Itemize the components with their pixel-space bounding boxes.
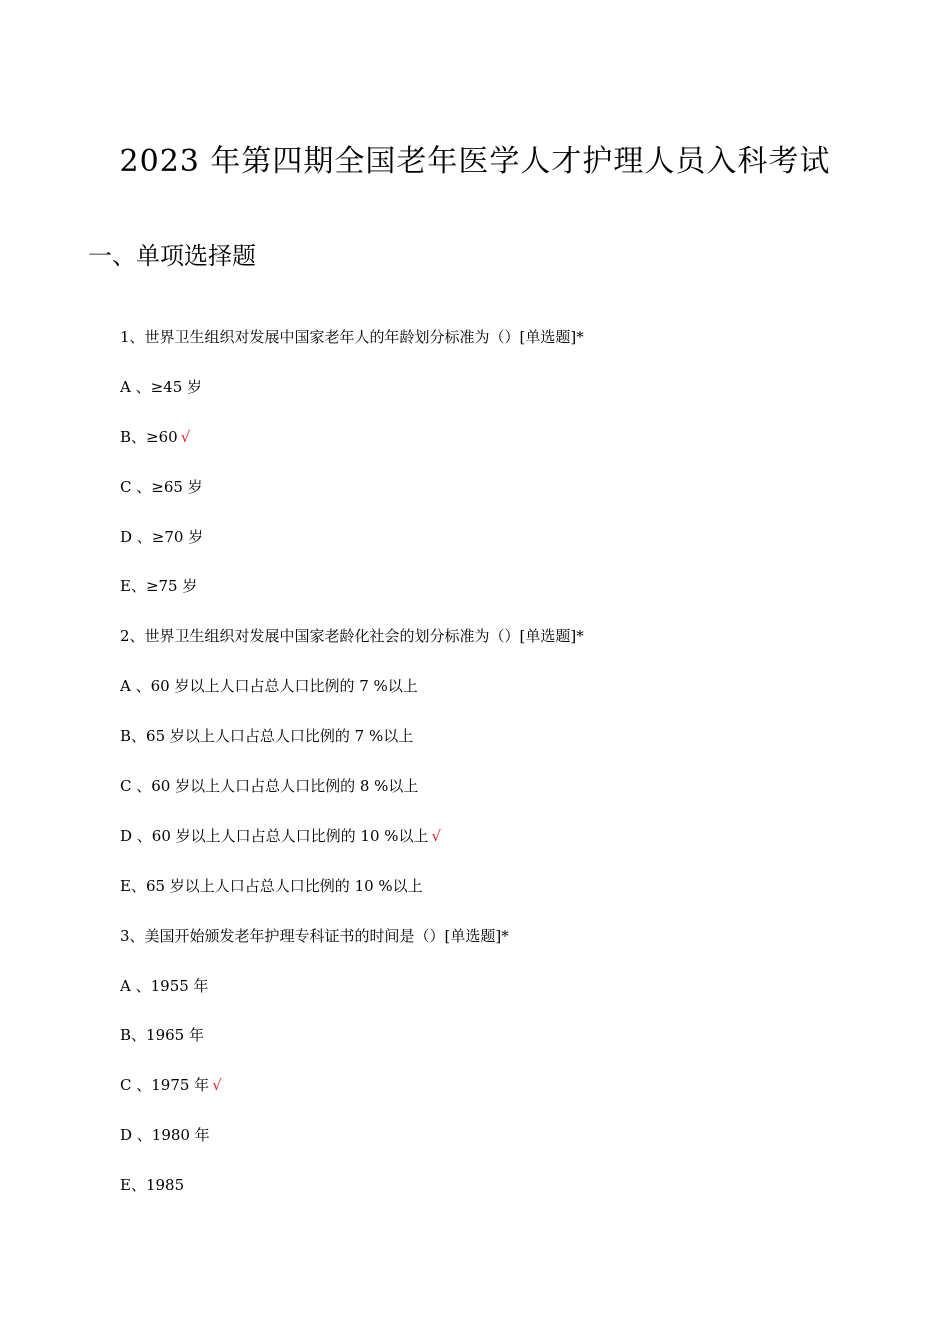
correct-check-icon: √ <box>180 427 191 446</box>
option-label: D 、60 岁以上人口占总人口比例的 10 %以上 <box>120 826 429 845</box>
option-label: E、1985 <box>120 1176 185 1195</box>
option-label: A 、60 岁以上人口占总人口比例的 7 %以上 <box>120 677 418 696</box>
option-label: A 、≥45 岁 <box>120 377 203 396</box>
option-label: E、65 岁以上人口占总人口比例的 10 %以上 <box>120 876 423 895</box>
question-3-option-b[interactable] <box>120 1020 900 1070</box>
correct-check-icon: √ <box>431 826 442 845</box>
question-1-option-b[interactable] <box>120 422 900 472</box>
question-3-option-c[interactable] <box>120 1070 900 1120</box>
question-2-text: 2、世界卫生组织对发展中国家老龄化社会的划分标准为（）[单选题]* <box>120 627 584 646</box>
option-label: A 、1955 年 <box>120 976 209 995</box>
option-label: D 、1980 年 <box>120 1126 210 1145</box>
question-1-option-c[interactable] <box>120 472 900 522</box>
option-label: C 、60 岁以上人口占总人口比例的 8 %以上 <box>120 777 419 796</box>
question-1-text: 1、世界卫生组织对发展中国家老年人的年龄划分标准为（）[单选题]* <box>120 328 584 346</box>
question-3-option-d[interactable] <box>120 1120 900 1170</box>
question-3-option-e[interactable] <box>120 1170 900 1220</box>
option-label: B、≥60 <box>120 427 178 446</box>
question-2-option-d[interactable] <box>120 821 900 871</box>
option-label: D 、≥70 岁 <box>120 527 204 546</box>
question-2-option-a[interactable] <box>120 671 900 721</box>
question-1-option-d[interactable] <box>120 522 900 572</box>
option-label: B、1965 年 <box>120 1026 204 1045</box>
option-label: E、≥75 岁 <box>120 577 198 596</box>
section-title: 一、单项选择题 <box>88 242 256 270</box>
question-2-option-e[interactable] <box>120 871 900 921</box>
question-1-option-e[interactable] <box>120 571 900 621</box>
option-label: C 、≥65 岁 <box>120 477 203 496</box>
question-1-option-a[interactable] <box>120 372 900 422</box>
question-2-option-b[interactable] <box>120 721 900 771</box>
question-3-option-a[interactable] <box>120 971 900 1021</box>
page-title: 2023 年第四期全国老年医学人才护理人员入科考试 <box>119 144 831 179</box>
option-label: C 、1975 年 <box>120 1076 210 1095</box>
question-list <box>120 322 900 1220</box>
option-label: B、65 岁以上人口占总人口比例的 7 %以上 <box>120 727 414 746</box>
correct-check-icon: √ <box>212 1076 222 1095</box>
question-2-option-c[interactable] <box>120 771 900 821</box>
question-3-text: 3、美国开始颁发老年护理专科证书的时间是（）[单选题]* <box>120 926 509 945</box>
